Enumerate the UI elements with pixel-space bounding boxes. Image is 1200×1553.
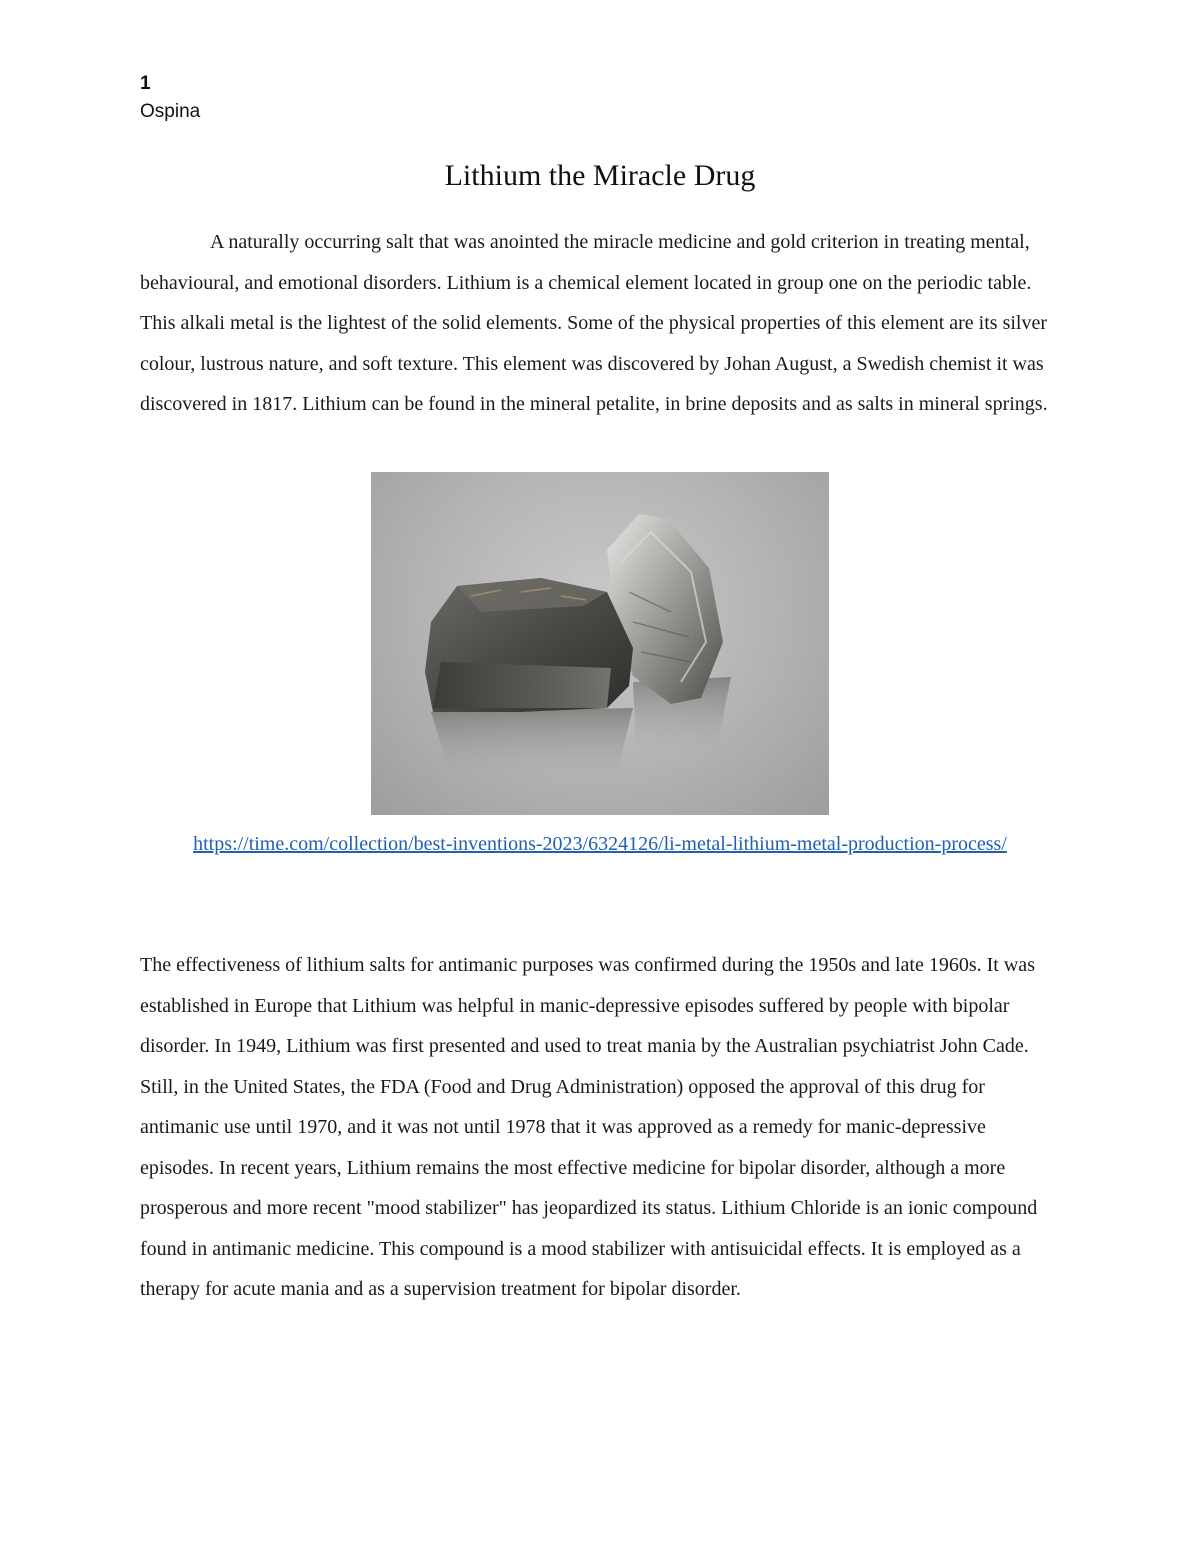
reflection-shape: [431, 708, 633, 776]
author-name: Ospina: [140, 101, 201, 122]
page-number: 1: [140, 73, 151, 94]
history-paragraph: The effectiveness of lithium salts for antimanic purposes was confirmed during the 1950s and late 1960s. It was established in Europe that Lithium was helpful in manic-depressive episodes suffered by people with bipolar disorder. In 1949, Lithium was first presented and used to treat mania by the Australian psychiatrist John Cade. Still, in the United States, the FDA (Food and Drug Administration) opposed the approval of this drug for antimanic use until 1970, and it was not until 1978 that it was approved as a remedy for manic-depressive episodes. In recent years, Lithium remains the most effective medicine for bipolar disorder, although a more prosperous and more recent "mood stabilizer" has jeopardized its status. Lithium Chloride is an ionic compound found in antimanic medicine. This compound is a mood stabilizer with antisuicidal effects. It is employed as a therapy for acute mania and as a supervision treatment for bipolar disorder.: [140, 954, 1038, 1300]
intro-paragraph: A naturally occurring salt that was anointed the miracle medicine and gold criterion in treating mental, behavioural, and emotional disorders. Lithium is a chemical element located in group one on the periodic table. This alkali metal is the lightest of the solid elements. Some of the physical properties of this element are its silver colour, lustrous nature, and soft texture. This element was discovered by Johan August, a Swedish chemist it was discovered in 1817. Lithium can be found in the mineral petalite, in brine deposits and as salts in mineral springs.: [140, 231, 1048, 415]
lithium-metal-photo: [371, 472, 829, 815]
image-source-link[interactable]: https://time.com/collection/best-inventions-2023/6324126/li-metal-lithium-metal-production-process/: [193, 833, 1007, 855]
image-source-link-wrapper: [0, 824, 1200, 865]
page-header: [140, 70, 200, 126]
document-title: Lithium the Miracle Drug: [444, 159, 756, 192]
